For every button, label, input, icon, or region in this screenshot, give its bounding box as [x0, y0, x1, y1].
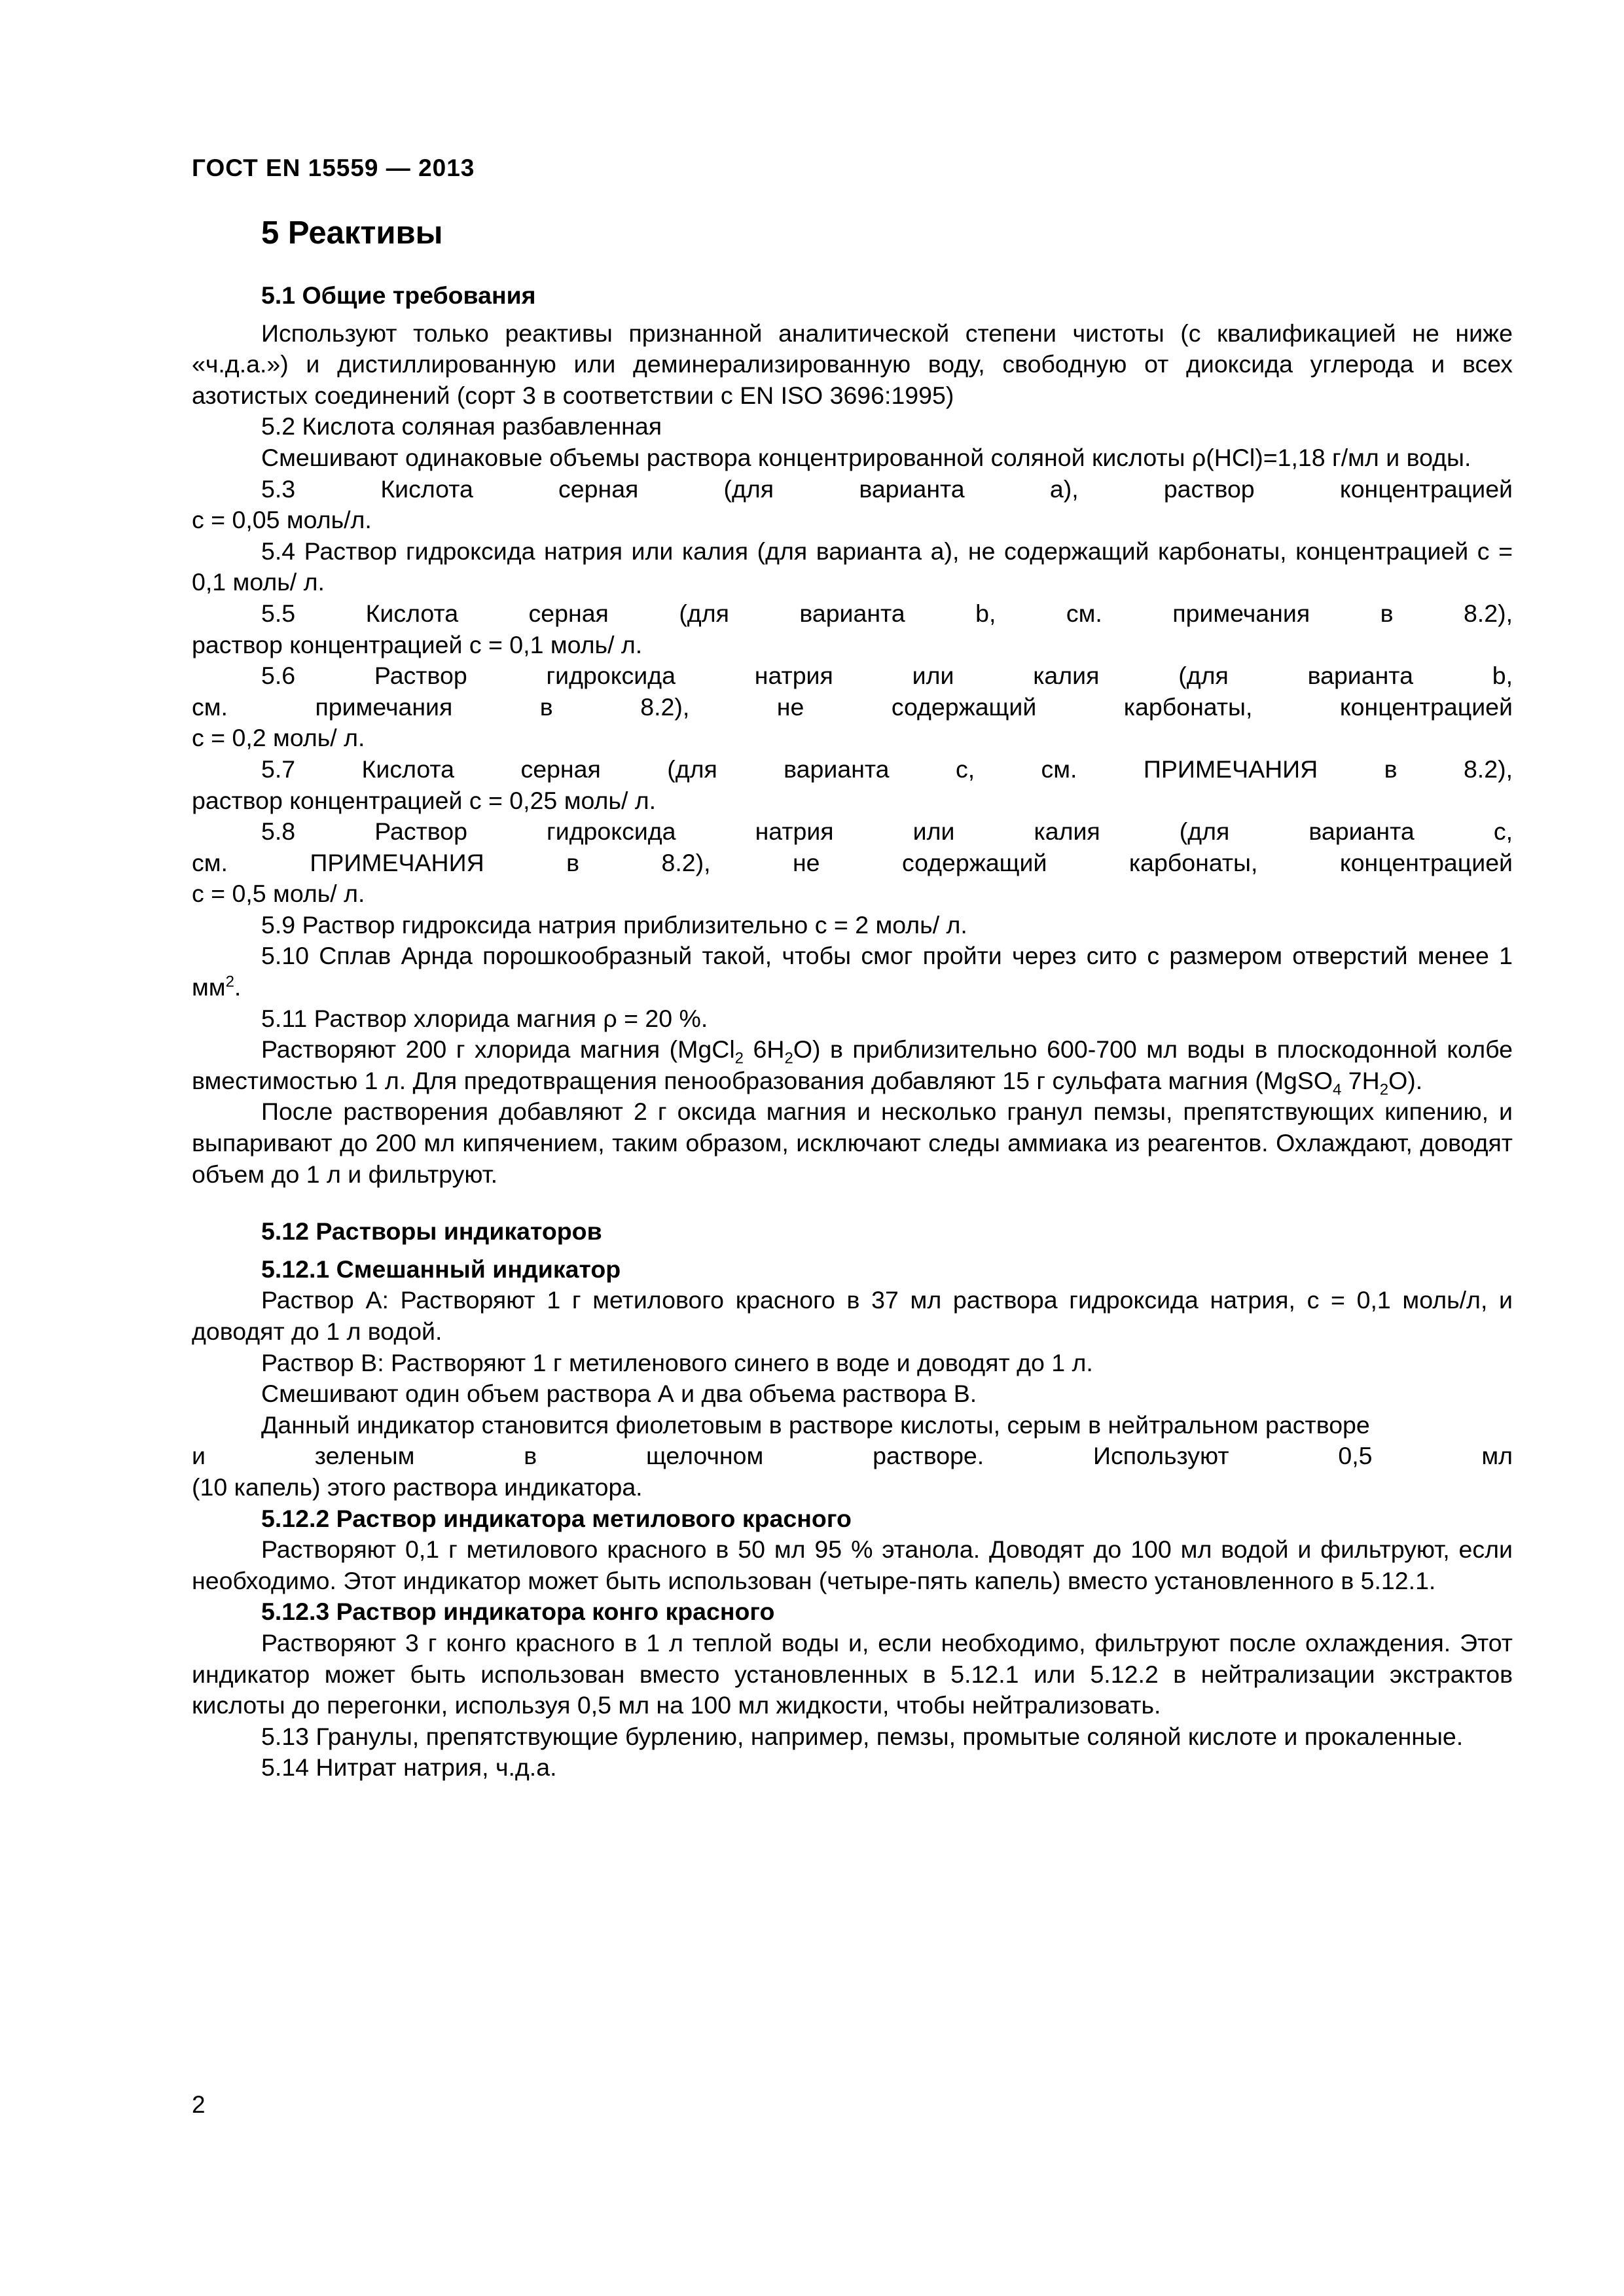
paragraph-5-2-text: Смешивают одинаковые объемы раствора концентрированной соляной кислоты ρ(HCl)=1,18 г/мл и воды.	[261, 443, 1471, 471]
subscript: 2	[734, 1049, 744, 1067]
paragraph-5-8-line1: 5.8 Раствор гидроксида натрия или калия (для варианта с,	[261, 817, 1513, 846]
paragraph-5-12-1-d-line2: и зеленым в щелочном растворе. Используют 0,5 мл	[192, 1442, 1513, 1470]
paragraph-5-12-2: Растворяют 0,1 г метилового красного в 50 мл 95 % этанола. Доводят до 100 мл водой и фильтруют, если необходимо. Этот индикатор может быть использован (четыре-пять капель) вместо установленного в 5.12.1.	[192, 1535, 1513, 1594]
superscript-2: 2	[225, 973, 234, 991]
paragraph-5-9: 5.9 Раствор гидроксида натрия приблизительно с = 2 моль/ л.	[261, 910, 967, 939]
paragraph-5-6-line2: см. примечания в 8.2), не содержащий карбонаты, концентрацией	[192, 692, 1513, 721]
paragraph-5-12-3: Растворяют 3 г конго красного в 1 л теплой воды и, если необходимо, фильтруют после охлаждения. Этот индикатор может быть использован вместо установленных в 5.12.1 или 5.12.2 в нейтрализации экстрактов кислоты до перегонки, используя 0,5 мл на 100 мл жидкости, чтобы нейтрализовать.	[192, 1628, 1513, 1719]
text-run: Растворяют 200 г хлорида магния (MgCl	[261, 1035, 735, 1064]
paragraph-5-12-1-d-line1: Данный индикатор становится фиолетовым в растворе кислоты, серым в нейтральном растворе	[261, 1410, 1370, 1439]
paragraph-5-12-1-b: Раствор В: Растворяют 1 г метиленового синего в воде и доводят до 1 л.	[261, 1348, 1093, 1376]
page-number: 2	[192, 2091, 206, 2118]
document-header: ГОСТ EN 15559 — 2013	[192, 154, 475, 181]
paragraph-5-5-line1: 5.5 Кислота серная (для варианта b, см. примечания в 8.2),	[261, 599, 1513, 627]
paragraph-5-8-line3: с = 0,5 моль/ л.	[192, 880, 365, 908]
paragraph-5-8-line2: см. ПРИМЕЧАНИЯ в 8.2), не содержащий карбонаты, концентрацией	[192, 848, 1513, 876]
text-run: 6H	[744, 1035, 785, 1064]
text-run: O).	[1388, 1066, 1423, 1094]
paragraph-5-10-text: 5.10 Сплав Арнда порошкообразный такой, чтобы смог пройти через сито с размером отверстий менее 1 мм	[192, 942, 1513, 1001]
paragraph-5-2: 5.2 Кислота соляная разбавленная	[261, 412, 662, 440]
spacer	[192, 1190, 1513, 1216]
paragraph-5-7-line2: раствор концентрацией с = 0,25 моль/ л.	[192, 786, 657, 814]
subscript: 4	[1333, 1081, 1342, 1099]
paragraph-5-13: 5.13 Гранулы, препятствующие бурлению, например, пемзы, промытые соляной кислоте и прокаленные.	[261, 1722, 1464, 1750]
paragraph-5-6-line1: 5.6 Раствор гидроксида натрия или калия (для варианта b,	[261, 662, 1513, 690]
paragraph-5-10-end: .	[234, 973, 242, 1001]
text-run: 7H	[1341, 1066, 1380, 1094]
subsection-title-5-12-3: 5.12.3 Раствор индикатора конго красного	[261, 1598, 775, 1626]
paragraph-5-10	[192, 941, 1513, 1003]
text-run: O) в приблизительно 600-700 мл воды в плоскодонной колбе вместимостью 1 л. Для предотвращения пенообразования добавляют 15 г сульфата магния (MgSO	[192, 1035, 1513, 1094]
section-title: 5 Реактивы	[261, 215, 443, 251]
paragraph-5-3-line1: 5.3 Кислота серная (для варианта а), раствор концентрацией	[261, 475, 1513, 503]
subsection-title-5-1: 5.1 Общие требования	[261, 281, 536, 309]
subsection-title-5-12-2: 5.12.2 Раствор индикатора метилового красного	[261, 1504, 852, 1532]
paragraph-5-4: 5.4 Раствор гидроксида натрия или калия (для варианта а), не содержащий карбонаты, концентрацией с = 0,1 моль/ л.	[192, 537, 1513, 596]
subscript: 2	[1379, 1081, 1389, 1099]
paragraph-5-7-line1: 5.7 Кислота серная (для варианта с, см. ПРИМЕЧАНИЯ в 8.2),	[261, 755, 1513, 783]
paragraph-5-3-line2: с = 0,05 моль/л.	[192, 506, 372, 534]
paragraph-5-12-1-d-line3: (10 капель) этого раствора индикатора.	[192, 1473, 643, 1501]
paragraph-5-12-1-a: Раствор А: Растворяют 1 г метилового красного в 37 мл раствора гидроксида натрия, с = 0,1 моль/л, и доводят до 1 л водой.	[192, 1286, 1513, 1345]
subsection-title-5-12: 5.12 Растворы индикаторов	[261, 1217, 602, 1246]
subsection-title-5-12-1: 5.12.1 Смешанный индикатор	[261, 1255, 621, 1283]
paragraph-5-5-line2: раствор концентрацией с = 0,1 моль/ л.	[192, 630, 643, 658]
paragraph-5-1: Используют только реактивы признанной аналитической степени чистоты (с квалификацией не ниже «ч.д.а.») и дистиллированную или деминерализированную воду, свободную от диоксида углерода и всех азотистых соединений (сорт 3 в соответствии с EN ISO 3696:1995)	[192, 319, 1513, 409]
paragraph-5-14: 5.14 Нитрат натрия, ч.д.а.	[261, 1753, 557, 1782]
paragraph-5-11-text	[192, 1034, 1513, 1099]
paragraph-5-12-1-c: Смешивают один объем раствора А и два объема раствора В.	[261, 1380, 977, 1408]
document-body	[192, 213, 1513, 1784]
paragraph-5-6-line3: с = 0,2 моль/ л.	[192, 724, 365, 752]
paragraph-5-11-text2: После растворения добавляют 2 г оксида магния и несколько гранул пемзы, препятствующих кипению, и выпаривают до 200 мл кипячением, таким образом, исключают следы аммиака из реагентов. Охлаждают, доводят объем до 1 л и фильтруют.	[192, 1098, 1513, 1188]
paragraph-5-11: 5.11 Раствор хлорида магния ρ = 20 %.	[261, 1004, 708, 1032]
subscript: 2	[784, 1049, 793, 1067]
